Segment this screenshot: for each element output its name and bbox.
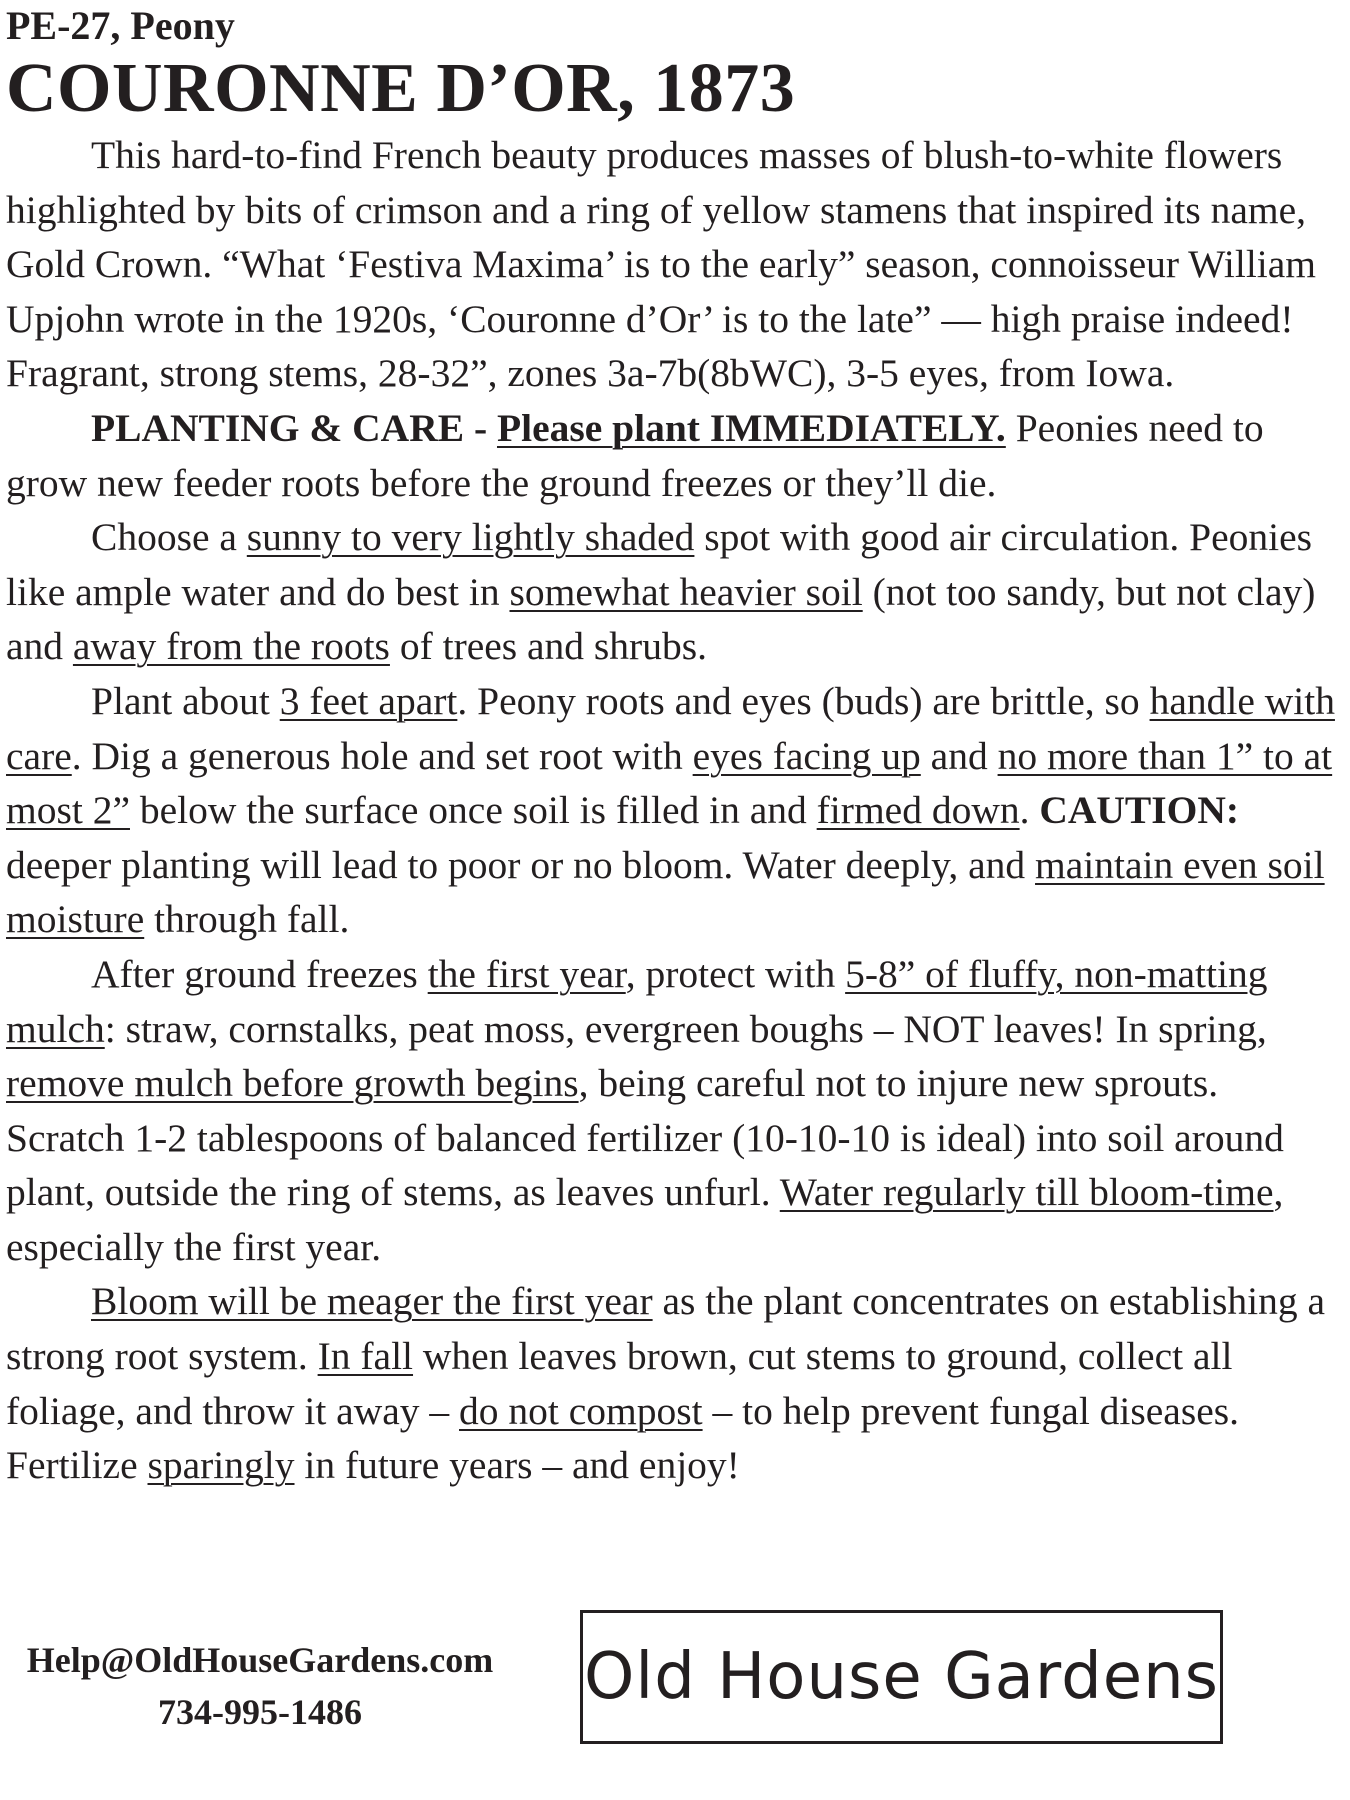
emphasis-first-year: the first year bbox=[427, 951, 626, 996]
plant-immediately-note: Please plant IMMEDIATELY. bbox=[496, 405, 1006, 450]
emphasis-roots: away from the roots bbox=[72, 624, 390, 669]
description-body bbox=[6, 128, 1336, 1493]
emphasis-handle: handle with care bbox=[6, 678, 1335, 778]
emphasis-eyes-up: eyes facing up bbox=[692, 733, 921, 778]
product-code: PE-27, Peony bbox=[6, 3, 235, 48]
bloom-paragraph: Bloom will be meager the first year as the plant concentrates on establishing a strong root system. In fall when leaves brown, cut stems to ground, collect all foliage, and throw it away – do not compost – to help prevent fungal diseases. Fertilize sparingly in future years – and enjoy! bbox=[6, 1279, 1325, 1488]
planting-paragraph: PLANTING & CARE - Please plant IMMEDIATELY. Peonies need to grow new feeder roots before the ground freezes or they’ll die. bbox=[6, 405, 1264, 505]
planting-heading: PLANTING & CARE - bbox=[91, 405, 497, 450]
emphasis-fall: In fall bbox=[317, 1334, 414, 1379]
emphasis-sparingly: sparingly bbox=[147, 1443, 295, 1488]
intro-text: This hard-to-find French beauty produces masses of blush-to-white flowers highlighted by bits of crimson and a ring of yellow stamens that inspired its name, Gold Crown. “What ‘Festiva Maxima’ is to the early” season, connoisseur William Upjohn wrote in the 1920s, ‘Couronne d’Or’ is to the late” — high praise indeed! Fragrant, strong stems, 28-32”, zones 3a-7b(8bWC), 3-5 eyes, from Iowa. bbox=[6, 133, 1317, 396]
emphasis-compost: do not compost bbox=[459, 1388, 703, 1433]
emphasis-moisture: maintain even soil moisture bbox=[6, 842, 1325, 942]
mulch-paragraph: After ground freezes the first year, protect with 5-8” of fluffy, non-matting mulch: straw, cornstalks, peat moss, evergreen boughs – NOT leaves! In spring, remove mulch before growth begins, being careful not to injure new sprouts. Scratch 1-2 tablespoons of balanced fertilizer (10-10-10 is ideal) into soil around plant, outside the ring of stems, as leaves unfurl. Water regularly till bloom-time, especially the first year. bbox=[6, 951, 1284, 1269]
contact-block bbox=[10, 1634, 510, 1738]
contact-phone: 734-995-1486 bbox=[158, 1692, 362, 1732]
site-paragraph: Choose a sunny to very lightly shaded spot with good air circulation. Peonies like ample water and do best in somewhat heavier soil (not too sandy, but not clay) and away from the roots of trees and shrubs. bbox=[6, 515, 1316, 669]
seed-packet-page bbox=[6, 0, 1336, 1493]
emphasis-depth: no more than 1” to at most 2” bbox=[6, 733, 1333, 833]
planting-depth-paragraph: Plant about 3 feet apart. Peony roots and eyes (buds) are brittle, so handle with care. Dig a generous hole and set root with eyes facing up and no more than 1” to at most 2” below the surface once soil is filled in and firmed down. CAUTION: deeper planting will lead to poor or no bloom. Water deeply, and maintain even soil moisture through fall. bbox=[6, 678, 1335, 942]
emphasis-mulch: 5-8” of fluffy, non-matting mulch bbox=[6, 951, 1268, 1051]
logo-box bbox=[580, 1610, 1223, 1744]
emphasis-firmed: firmed down bbox=[816, 788, 1020, 833]
emphasis-soil: somewhat heavier soil bbox=[509, 569, 863, 614]
caution-label: CAUTION: bbox=[1039, 788, 1240, 833]
emphasis-sunny: sunny to very lightly shaded bbox=[246, 515, 695, 560]
brand-logo: Old House Gardens bbox=[584, 1640, 1219, 1714]
product-title: COURONNE D’OR, 1873 bbox=[6, 50, 796, 127]
emphasis-remove-mulch: remove mulch before growth begins bbox=[6, 1061, 579, 1106]
intro-paragraph bbox=[6, 128, 1336, 401]
contact-email: Help@OldHouseGardens.com bbox=[26, 1640, 494, 1680]
emphasis-bloom: Bloom will be meager the first year bbox=[91, 1279, 653, 1324]
emphasis-water: Water regularly till bloom-time bbox=[779, 1170, 1274, 1215]
emphasis-spacing: 3 feet apart bbox=[279, 678, 458, 723]
